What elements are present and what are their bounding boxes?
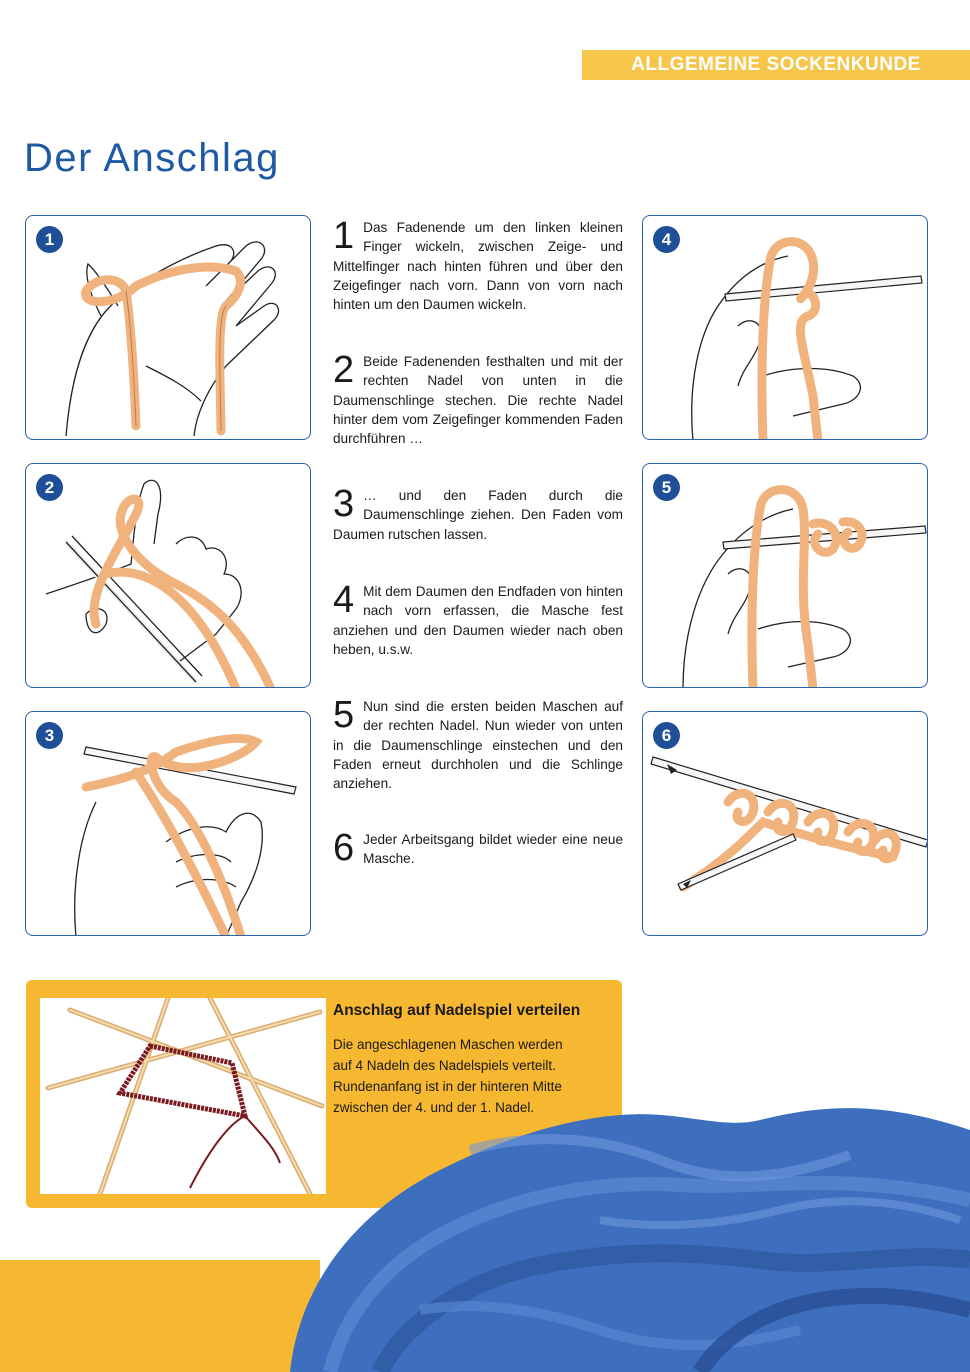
step-number: 6 <box>333 827 355 869</box>
step-6 <box>333 827 623 869</box>
needle-first-loop-illustration <box>643 216 928 440</box>
step-1 <box>333 215 623 314</box>
step-2 <box>333 349 623 448</box>
step-text: Jeder Arbeitsgang bildet wieder eine neue Masche. <box>363 832 623 867</box>
info-title: Anschlag auf Nadelspiel verteilen <box>333 1002 581 1019</box>
step-number: 4 <box>333 579 355 621</box>
figure-panel-2 <box>25 463 311 688</box>
step-text: Mit dem Daumen den Endfaden von hinten nach vorn erfassen, die Masche fest anziehen und den Daumen wieder nach oben heben, u.s.w. <box>333 584 623 657</box>
step-badge: 2 <box>36 474 63 501</box>
figure-panel-5 <box>642 463 928 688</box>
hand-thread-wrap-illustration <box>26 216 311 440</box>
step-3 <box>333 483 623 544</box>
page-title: Der Anschlag <box>24 136 280 180</box>
step-number: 3 <box>333 483 355 525</box>
figure-panel-6 <box>642 711 928 936</box>
step-badge: 1 <box>36 226 63 253</box>
hand-pull-thread-illustration <box>26 712 311 936</box>
figure-panel-3 <box>25 711 311 936</box>
step-number: 2 <box>333 349 355 391</box>
info-line: Die angeschlagenen Maschen werden <box>333 1037 563 1052</box>
step-4 <box>333 579 623 659</box>
needle-two-loops-illustration <box>643 464 928 688</box>
figure-panel-1 <box>25 215 311 440</box>
figure-panel-4 <box>642 215 928 440</box>
info-line: auf 4 Nadeln des Nadelspiels verteilt. <box>333 1058 556 1073</box>
info-line: Rundenanfang ist in der hinteren Mitte <box>333 1079 562 1094</box>
info-line: zwischen der 4. und der 1. Nadel. <box>333 1100 535 1115</box>
hand-needle-insert-illustration <box>26 464 311 688</box>
step-badge: 6 <box>653 722 680 749</box>
step-badge: 3 <box>36 722 63 749</box>
step-5 <box>333 694 623 793</box>
step-badge: 5 <box>653 474 680 501</box>
blue-yarn-skeins-photo <box>0 1060 970 1372</box>
step-number: 5 <box>333 694 355 736</box>
step-text: Nun sind die ersten beiden Maschen auf der rechten Nadel. Nun wieder von unten in die Daumenschlinge einstechen und den Faden erneut durchholen und die Schlinge anziehen. <box>333 699 623 792</box>
step-text: Das Fadenende um den linken kleinen Finger wickeln, zwischen Zeige- und Mittelfinger nach hinten führen und über den Zeigefinger nach vorn. Dann von vorn nach hinten um den Daumen wickeln. <box>333 220 623 313</box>
step-text: … und den Faden durch die Daumenschlinge ziehen. Den Faden vom Daumen rutschen lassen. <box>333 488 623 542</box>
section-tag: ALLGEMEINE SOCKENKUNDE <box>582 50 970 80</box>
needle-stitches-illustration <box>643 712 928 936</box>
step-text: Beide Fadenenden festhalten und mit der rechten Nadel von unten in die Daumenschlinge stechen. Die rechte Nadel hinter dem vom Zeigefinger kommenden Faden durchführen … <box>333 354 623 447</box>
step-number: 1 <box>333 215 355 257</box>
step-badge: 4 <box>653 226 680 253</box>
